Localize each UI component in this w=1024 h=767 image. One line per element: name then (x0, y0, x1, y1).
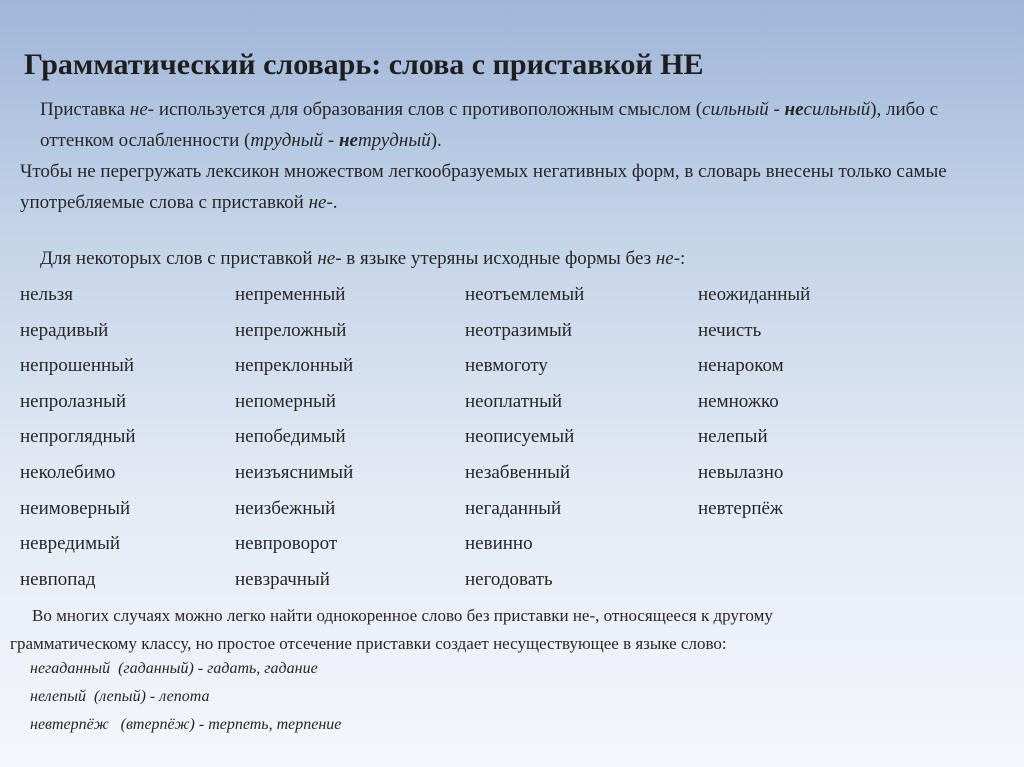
word-cell: непрошенный (20, 355, 135, 377)
example-line: невтерпёж (втерпёж) - терпеть, терпение (30, 716, 342, 733)
word-cell: непроглядный (20, 426, 136, 448)
word-cell (698, 569, 888, 605)
intro-paragraph-1 (20, 94, 1010, 156)
intro-text (20, 94, 1010, 218)
word-cell: неизбежный (235, 497, 336, 519)
word-cell: непомерный (235, 390, 336, 412)
word-cell: неожиданный (698, 284, 811, 305)
example-word: трудный (250, 130, 324, 151)
word-cell: невмоготу (465, 355, 548, 377)
word-cell (698, 533, 888, 569)
word-cell: невинно (465, 533, 533, 555)
lost-forms-heading (40, 248, 685, 270)
text-fragment: -. (326, 192, 338, 213)
prefix-italic: не (308, 192, 327, 213)
word-cell: негаданный (465, 497, 562, 519)
example-word: сильный (803, 99, 871, 120)
word-cell: неописуемый (465, 426, 575, 448)
example-word: трудный (357, 130, 431, 151)
text-fragment: -: (673, 248, 686, 269)
example-word: сильный (702, 99, 769, 120)
word-cell: невтерпёж (698, 497, 784, 519)
text-fragment: используется для образования слов с противоположным смыслом ( (154, 99, 703, 120)
text-fragment: Чтобы не перегружать лексикон множеством легкообразуемых негативных форм, в словарь внесены только самые употребляемые слова с приставкой (20, 161, 947, 213)
prefix-italic: не- (129, 99, 155, 120)
word-cell: нелепый (698, 426, 768, 448)
word-cell: немножко (698, 390, 779, 412)
word-cell: нечисть (698, 319, 762, 341)
dash: - (323, 130, 339, 151)
text-fragment: ), либо с оттенком ослабленности ( (40, 99, 939, 151)
bold-prefix: не (784, 99, 804, 120)
example-line: негаданный (гаданный) - гадать, гадание (30, 660, 318, 677)
text-fragment: Приставка (40, 99, 130, 120)
example-line: нелепый (лепый) - лепота (30, 688, 210, 705)
examples-list (30, 655, 341, 739)
text-fragment: Для некоторых слов с приставкой (40, 248, 318, 269)
word-cell: неколебимо (20, 461, 116, 483)
word-cell: невпроворот (235, 533, 338, 555)
word-cell: непременный (235, 284, 346, 305)
text-fragment: ). (430, 130, 442, 151)
text-fragment: - в языке утеряны исходные формы без (335, 248, 656, 269)
word-cell: непобедимый (235, 426, 346, 448)
word-cell: непреклонный (235, 355, 354, 377)
note-text (10, 602, 1010, 658)
word-cell: негодовать (465, 568, 553, 590)
word-cell: невредимый (20, 533, 121, 555)
intro-paragraph-2 (20, 156, 1010, 218)
word-grid (20, 284, 888, 604)
word-cell: непролазный (20, 390, 127, 412)
note-line-1: Во многих случаях можно легко найти однокоренное слово без приставки не-, относящееся к другому (32, 606, 773, 625)
slide-title: Грамматический словарь: слова с приставкой НЕ (24, 48, 704, 81)
word-cell: нельзя (20, 284, 73, 305)
bold-prefix: не (338, 130, 358, 151)
word-cell: неимоверный (20, 497, 131, 519)
word-cell: неотразимый (465, 319, 572, 341)
word-cell: невпопад (20, 568, 96, 590)
word-cell: нерадивый (20, 319, 109, 341)
word-cell: непреложный (235, 319, 347, 341)
word-cell: неоплатный (465, 390, 563, 412)
word-cell: незабвенный (465, 461, 571, 483)
word-cell: ненароком (698, 355, 784, 377)
prefix-italic: не (655, 248, 674, 269)
word-cell: неизъяснимый (235, 461, 354, 483)
word-cell: невылазно (698, 461, 784, 483)
dash: - (768, 99, 785, 120)
note-line-2: грамматическому классу, но простое отсечение приставки создает несуществующее в языке слово: (10, 634, 727, 653)
prefix-italic: не (317, 248, 336, 269)
word-cell: неотъемлемый (465, 284, 585, 305)
word-cell: невзрачный (235, 568, 330, 590)
